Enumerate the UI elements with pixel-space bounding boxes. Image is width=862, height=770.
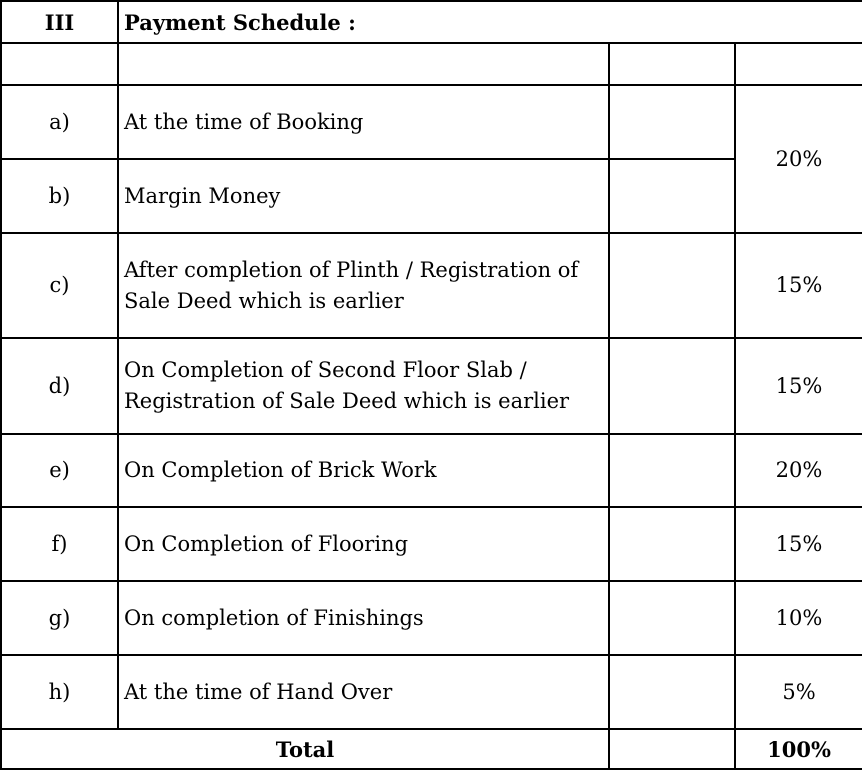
row-index: h) — [1, 655, 118, 729]
empty-cell — [118, 43, 609, 85]
amount-cell — [609, 655, 735, 729]
section-number: III — [1, 1, 118, 43]
row-percentage: 15% — [735, 338, 862, 434]
row-index: e) — [1, 434, 118, 507]
empty-row — [1, 43, 862, 85]
row-percentage: 15% — [735, 233, 862, 338]
row-index: d) — [1, 338, 118, 434]
amount-cell — [609, 159, 735, 233]
row-index: f) — [1, 507, 118, 581]
table-row — [1, 581, 862, 655]
table-row — [1, 338, 862, 434]
row-description: After completion of Plinth / Registration of Sale Deed which is earlier — [118, 233, 609, 338]
amount-cell — [609, 507, 735, 581]
row-description: On Completion of Brick Work — [118, 434, 609, 507]
row-index: b) — [1, 159, 118, 233]
row-description: At the time of Hand Over — [118, 655, 609, 729]
total-value: 100% — [735, 729, 862, 769]
total-row — [1, 729, 862, 769]
row-index: c) — [1, 233, 118, 338]
amount-cell — [609, 729, 735, 769]
empty-cell — [1, 43, 118, 85]
row-percentage: 10% — [735, 581, 862, 655]
amount-cell — [609, 434, 735, 507]
table-row — [1, 655, 862, 729]
row-percentage: 20% — [735, 434, 862, 507]
table-row — [1, 507, 862, 581]
section-title: Payment Schedule : — [118, 1, 862, 43]
row-percentage: 15% — [735, 507, 862, 581]
row-description: Margin Money — [118, 159, 609, 233]
row-index: a) — [1, 85, 118, 159]
table-header-row — [1, 1, 862, 43]
amount-cell — [609, 338, 735, 434]
empty-cell — [735, 43, 862, 85]
row-percentage: 20% — [735, 85, 862, 233]
table-row — [1, 85, 862, 159]
amount-cell — [609, 85, 735, 159]
amount-cell — [609, 233, 735, 338]
table-row — [1, 434, 862, 507]
table-row — [1, 159, 862, 233]
row-description: On Completion of Second Floor Slab / Registration of Sale Deed which is earlier — [118, 338, 609, 434]
amount-cell — [609, 581, 735, 655]
total-label: Total — [1, 729, 609, 769]
empty-cell — [609, 43, 735, 85]
row-description: On Completion of Flooring — [118, 507, 609, 581]
table-row — [1, 233, 862, 338]
row-index: g) — [1, 581, 118, 655]
row-description: At the time of Booking — [118, 85, 609, 159]
row-percentage: 5% — [735, 655, 862, 729]
row-description: On completion of Finishings — [118, 581, 609, 655]
